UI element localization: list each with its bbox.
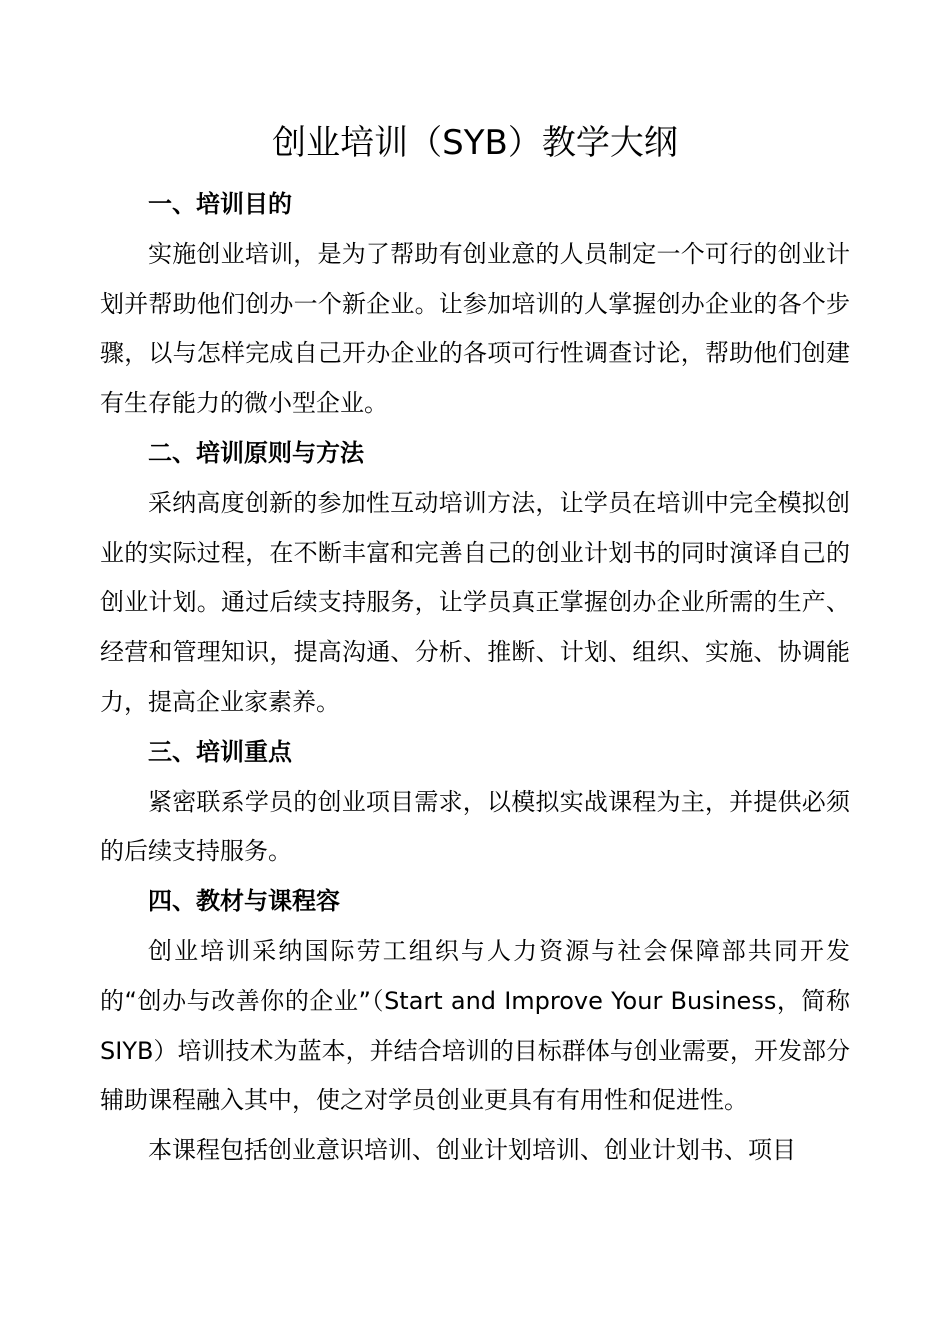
section-heading-focus: 三、培训重点 <box>148 737 292 766</box>
section-paragraph: 紧密联系学员的创业项目需求，以模拟实战课程为主，并提供必须的后续支持服务。 <box>100 787 850 866</box>
section-heading-materials: 四、教材与课程容 <box>148 887 340 916</box>
section-paragraph: 采纳高度创新的参加性互动培训方法，让学员在培训中完全模拟创业的实际过程，在不断丰富和完善自己的创业计划书的同时演译自己的创业计划。通过后续支持服务，让学员真正掌握创办企业所需的生产、经营和管理知识，提高沟通、分析、推断、计划、组织、实施、协调能力，提高企业家素养。 <box>100 488 850 716</box>
section-paragraph: 实施创业培训，是为了帮助有创业意的人员制定一个可行的创业计划并帮助他们创办一个新企业。让参加培训的人掌握创办企业的各个步骤，以与怎样完成自己开办企业的各项可行性调查讨论，帮助他们创建有生存能力的微小型企业。 <box>100 239 850 418</box>
section-heading-principles: 二、培训原则与方法 <box>148 438 364 467</box>
section-paragraph: 创业培训采纳国际劳工组织与人力资源与社会保障部共同开发的“创办与改善你的企业”（Start and Improve Your Business，简称SIYB）培训技术为蓝本，并结合培训的目标群体与创业需要，开发部分辅助课程融入其中，使之对学员创业更具有有用性和促进性。 <box>100 936 850 1115</box>
document-title: 创业培训（SYB）教学大纲 <box>272 123 678 163</box>
document-body <box>100 180 850 1176</box>
section-paragraph: 本课程包括创业意识培训、创业计划培训、创业计划书、项目 <box>148 1136 796 1165</box>
section-heading-purpose: 一、培训目的 <box>148 190 292 218</box>
